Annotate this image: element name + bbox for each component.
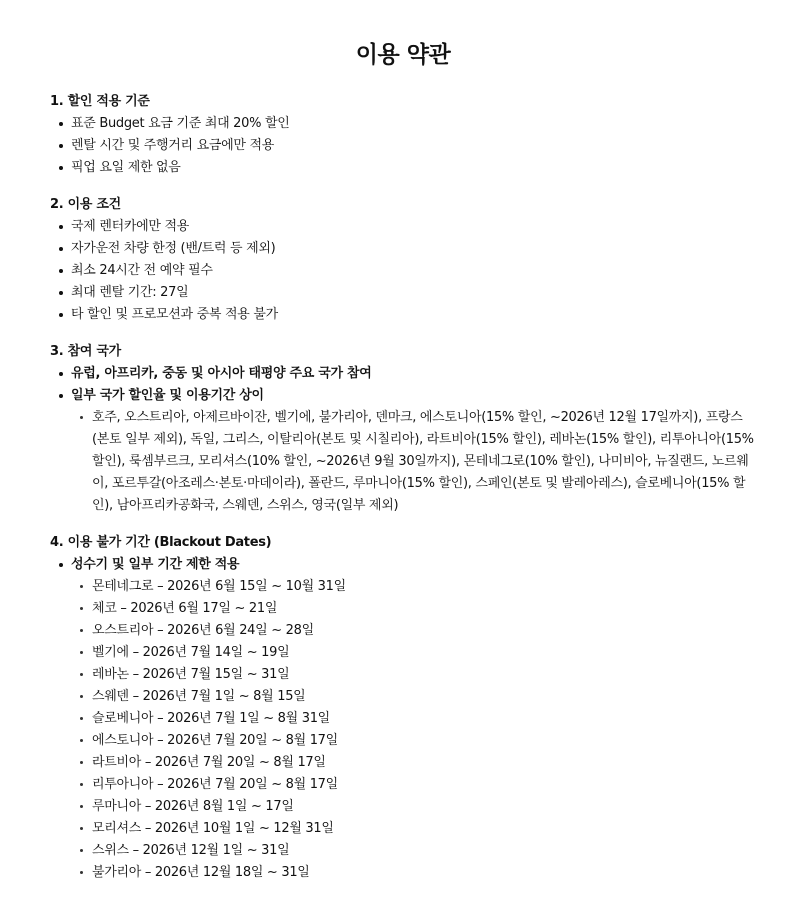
section-heading: 2. 이용 조건	[50, 197, 121, 212]
list-item: 일부 국가 할인율 및 이용기간 상이 호주, 오스트리아, 아제르바이잔, 벨기에, 불가리아, 덴마크, 에스토니아(15% 할인, ~2026년 12월 17일까지), 프랑스(본토 일부 제외), 독일, 그리스, 이탈리아(본토 및 시칠리아), 라트비아(15% 할인), 레바논(15% 할인), 리투아니아(15% 할인), 룩셈부르크, 모리셔스(10% 할인, ~2026년 9월 30일까지), 몬테네그로(10% 할인), 나미비아, 뉴질랜드, 노르웨이, 포르투갈(아조레스·본토·마데이라), 폴란드, 루마니아(15% 할인), 스페인(본토 및 발레아레스), 슬로베니아(15% 할인), 남아프리카공화국, 스웨덴, 스위스, 영국(일부 제외)	[50, 385, 756, 517]
blackout-date-item: 모리셔스 – 2026년 10월 1일 ~ 12월 31일	[71, 818, 756, 840]
section-usage-conditions	[50, 194, 756, 326]
blackout-date-item: 에스토니아 – 2026년 7월 20일 ~ 8월 17일	[71, 730, 756, 752]
blackout-date-item: 체코 – 2026년 6월 17일 ~ 21일	[71, 598, 756, 620]
section-heading: 1. 할인 적용 기준	[50, 94, 150, 109]
page-title: 이용 약관	[355, 42, 451, 68]
blackout-date-item: 스웨덴 – 2026년 7월 1일 ~ 8월 15일	[71, 686, 756, 708]
section-heading: 4. 이용 불가 기간 (Blackout Dates)	[50, 535, 272, 550]
nested-bullet-list	[71, 407, 756, 517]
country-list-text: 호주, 오스트리아, 아제르바이잔, 벨기에, 불가리아, 덴마크, 에스토니아(15% 할인, ~2026년 12월 17일까지), 프랑스(본토 일부 제외), 독일, 그리스, 이탈리아(본토 및 시칠리아), 라트비아(15% 할인), 레바논(15% 할인), 리투아니아(15% 할인), 룩셈부르크, 모리셔스(10% 할인, ~2026년 9월 30일까지), 몬테네그로(10% 할인), 나미비아, 뉴질랜드, 노르웨이, 포르투갈(아조레스·본토·마데이라), 폴란드, 루마니아(15% 할인), 스페인(본토 및 발레아레스), 슬로베니아(15% 할인), 남아프리카공화국, 스웨덴, 스위스, 영국(일부 제외)	[92, 410, 754, 513]
section-blackout-dates	[50, 532, 756, 884]
country-list-item	[71, 407, 756, 517]
blackout-date-list	[71, 576, 756, 884]
list-item: 성수기 및 일부 기간 제한 적용 몬테네그로 – 2026년 6월 15일 ~ 10월 31일 체코 – 2026년 6월 17일 ~ 21일 오스트리아 – 2026년 6월 24일 ~ 28일 벨기에 – 2026년 7월 14일 ~ 19일 레바논 – 2026년 7월 15일 ~ 31일 스웨덴 – 2026년 7월 1일 ~ 8월 15일 슬로베니아 – 2026년 7월 1일 ~ 8월 31일 에스토니아 – 2026년 7월 20일 ~ 8월 17일 라트비아 – 2026년 7월 20일 ~ 8월 17일 리투아니아 – 2026년 7월 20일 ~ 8월 17일 루마니아 – 2026년 8월 1일 ~ 17일 모리셔스 – 2026년 10월 1일 ~ 12월 31일 스위스 – 2026년 12월 1일 ~ 31일 불가리아 – 2026년 12월 18일 ~ 31일	[50, 554, 756, 884]
list-item: 렌탈 시간 및 주행거리 요금에만 적용	[50, 135, 756, 157]
list-item: 최대 렌탈 기간: 27일	[50, 282, 756, 304]
bullet-list	[50, 363, 756, 517]
section-discount-criteria	[50, 91, 756, 179]
blackout-date-item: 오스트리아 – 2026년 6월 24일 ~ 28일	[71, 620, 756, 642]
blackout-date-item: 리투아니아 – 2026년 7월 20일 ~ 8월 17일	[71, 774, 756, 796]
blackout-date-item: 스위스 – 2026년 12월 1일 ~ 31일	[71, 840, 756, 862]
list-item: 국제 렌터카에만 적용	[50, 216, 756, 238]
blackout-date-item: 불가리아 – 2026년 12월 18일 ~ 31일	[71, 862, 756, 884]
list-item: 타 할인 및 프로모션과 중복 적용 불가	[50, 304, 756, 326]
list-item: 픽업 요일 제한 없음	[50, 157, 756, 179]
section-heading: 3. 참여 국가	[50, 344, 121, 359]
bullet-list	[50, 554, 756, 884]
blackout-date-item: 루마니아 – 2026년 8월 1일 ~ 17일	[71, 796, 756, 818]
list-item: 유럽, 아프리카, 중동 및 아시아 태평양 주요 국가 참여	[50, 363, 756, 385]
blackout-date-item: 슬로베니아 – 2026년 7월 1일 ~ 8월 31일	[71, 708, 756, 730]
list-item: 자가운전 차량 한정 (밴/트럭 등 제외)	[50, 238, 756, 260]
blackout-date-item: 라트비아 – 2026년 7월 20일 ~ 8월 17일	[71, 752, 756, 774]
section-participating-countries	[50, 341, 756, 517]
bullet-list	[50, 113, 756, 179]
blackout-date-item: 몬테네그로 – 2026년 6월 15일 ~ 10월 31일	[71, 576, 756, 598]
bullet-list	[50, 216, 756, 326]
list-item: 표준 Budget 요금 기준 최대 20% 할인	[50, 113, 756, 135]
list-item: 최소 24시간 전 예약 필수	[50, 260, 756, 282]
blackout-date-item: 레바논 – 2026년 7월 15일 ~ 31일	[71, 664, 756, 686]
blackout-date-item: 벨기에 – 2026년 7월 14일 ~ 19일	[71, 642, 756, 664]
